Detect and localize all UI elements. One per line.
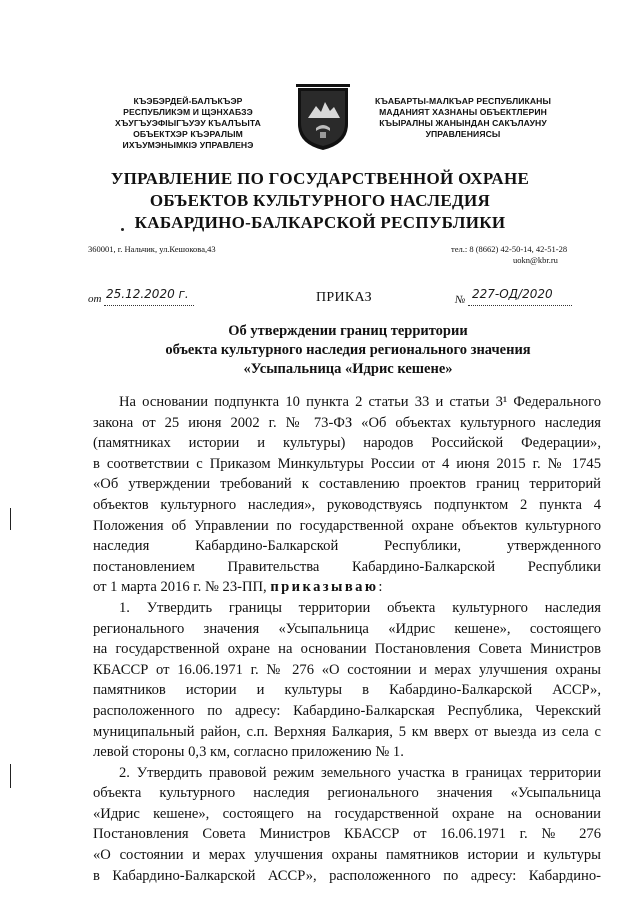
- body-line: муниципальный район, с.п. Верхняя Балкария, 5 км вверх от выезда из села с: [93, 723, 601, 740]
- phone-number: тел.: 8 (8662) 42-50-14, 42-51-28: [451, 244, 568, 254]
- header-right-line: КЪАБАРТЫ-МАЛКЪАР РЕСПУБЛИКАНЫ: [375, 96, 551, 106]
- body-line: наследия Кабардино-Балкарской Республики, утвержденного: [93, 538, 601, 555]
- order-subject: [88, 322, 608, 379]
- body-line: постановлением Правительства Кабардино-Балкарской Республики: [93, 558, 601, 575]
- body-line: на государственной охране на основании Постановления Совета Министров: [93, 641, 601, 658]
- body-line: 1. Утвердить границы территории объекта культурного наследия: [119, 599, 601, 616]
- body-line: КБАССР от 16.06.1971 г. № 276 «О состоянии и мерах улучшения охраны: [93, 661, 601, 678]
- order-title: ПРИКАЗ: [316, 290, 372, 305]
- body-line: Положения об Управлении по государственной охране объектов культурного: [93, 517, 601, 534]
- body-line: расположенного по адресу: Кабардино-Балкарская Республика, Черекский: [93, 702, 601, 719]
- body-line: Постановления Совета Министров КБАССР от 16.06.1971 г. № 276: [93, 826, 601, 843]
- organization-title: [60, 168, 580, 234]
- handwritten-order-number: 227-ОД/2020: [468, 287, 572, 306]
- scan-margin-mark: [10, 764, 11, 788]
- header-right-line: МАДАНИЯТ ХАЗНАНЫ ОБЪЕКТЛЕРИН: [379, 107, 547, 117]
- body-line: объектов культурного наследия», руководствуясь подпунктом 2 пункта 4: [93, 496, 601, 513]
- body-line: На основании подпункта 10 пункта 2 статьи 33 и статьи 3¹ Федерального: [119, 394, 601, 410]
- org-title-line: УПРАВЛЕНИЕ ПО ГОСУДАРСТВЕННОЙ ОХРАНЕ: [110, 169, 530, 188]
- header-left-line: КЪЭБЭРДЕЙ-БАЛЪКЪЭР: [133, 96, 243, 106]
- body-line: левой стороны 0,3 км, согласно приложению № 1.: [93, 744, 404, 761]
- header-left-line: ИХЪУМЭНЫМКIЭ УПРАВЛЕНЭ: [122, 140, 254, 150]
- subject-line: объекта культурного наследия регионального значения: [165, 342, 531, 358]
- body-line: в Кабардино-Балкарской АССР», расположенного по адресу: Кабардино-: [93, 867, 601, 884]
- coat-of-arms-icon: [296, 84, 350, 152]
- body-line-prefix: от 1 марта 2016 г. № 23-ПП,: [93, 579, 267, 596]
- body-line-ordering: [93, 577, 601, 598]
- org-title-line: ОБЪЕКТОВ КУЛЬТУРНОГО НАСЛЕДИЯ: [149, 191, 491, 210]
- org-title-line: КАБАРДИНО-БАЛКАРСКОЙ РЕСПУБЛИКИ: [134, 213, 506, 232]
- body-line: в соответствии с Приказом Минкультуры России от 4 июня 2015 г. № 1745: [93, 455, 601, 472]
- order-line: [88, 287, 588, 309]
- body-line: «Об утверждении требований к составлению проектов границ территорий: [93, 476, 601, 493]
- body-line: закона от 25 июня 2002 г. № 73-ФЗ «Об объектах культурного наследия: [93, 414, 601, 431]
- header-right-line: УПРАВЛЕНИЯСЫ: [425, 129, 501, 139]
- date-prefix-label: от: [88, 293, 102, 305]
- body-line: памятников истории и культуры в Кабардино-Балкарской АССР»,: [93, 682, 601, 699]
- header-right-line: КЪЫРАЛНЫ ЖАНЫНДАН САКЪЛАУНУ: [379, 118, 547, 128]
- header-left-line: РЕСПУБЛИКЭМ И ЩЭНХАБЗЭ: [123, 107, 253, 117]
- subject-line: Об утверждении границ территории: [228, 323, 468, 339]
- postal-address: 360001, г. Нальчик, ул.Кешокова,43: [88, 244, 216, 254]
- body-line: (памятниках истории и культуры) народов Российской Федерации»,: [93, 435, 601, 452]
- body-line: объекта культурного наследия регионального значения «Усыпальница: [93, 785, 601, 802]
- header-left-line: ХЪУГЪУЭФIЫГЪУЭУ КЪАЛЪЫТА: [115, 118, 261, 128]
- handwritten-date: 25.12.2020 г.: [104, 287, 194, 306]
- stray-dot: [121, 228, 124, 231]
- number-prefix-label: №: [455, 294, 466, 306]
- header-right-balkar: [357, 96, 569, 140]
- order-body: [93, 392, 601, 886]
- contact-info: [451, 244, 601, 266]
- header-left-kabardian: [88, 96, 288, 151]
- body-line-suffix: :: [378, 579, 383, 596]
- scan-margin-mark: [10, 508, 11, 530]
- body-line: «Идрис кешене», состоящего на государственной охране на основании: [93, 805, 601, 822]
- subject-line: «Усыпальница «Идрис кешене»: [243, 361, 453, 377]
- body-line: регионального значения «Усыпальница «Идрис кешене», состоящего: [93, 620, 601, 637]
- email-address: uokn@kbr.ru: [513, 255, 558, 265]
- body-line: «О состоянии и мерах улучшения охраны памятников истории и культуры: [93, 847, 601, 864]
- body-line: 2. Утвердить правовой режим земельного участка в границах территории: [119, 764, 601, 781]
- header-left-line: ОБЪЕКТХЭР КЪЭРАЛЫМ: [133, 129, 243, 139]
- order-verb: приказываю: [270, 579, 379, 596]
